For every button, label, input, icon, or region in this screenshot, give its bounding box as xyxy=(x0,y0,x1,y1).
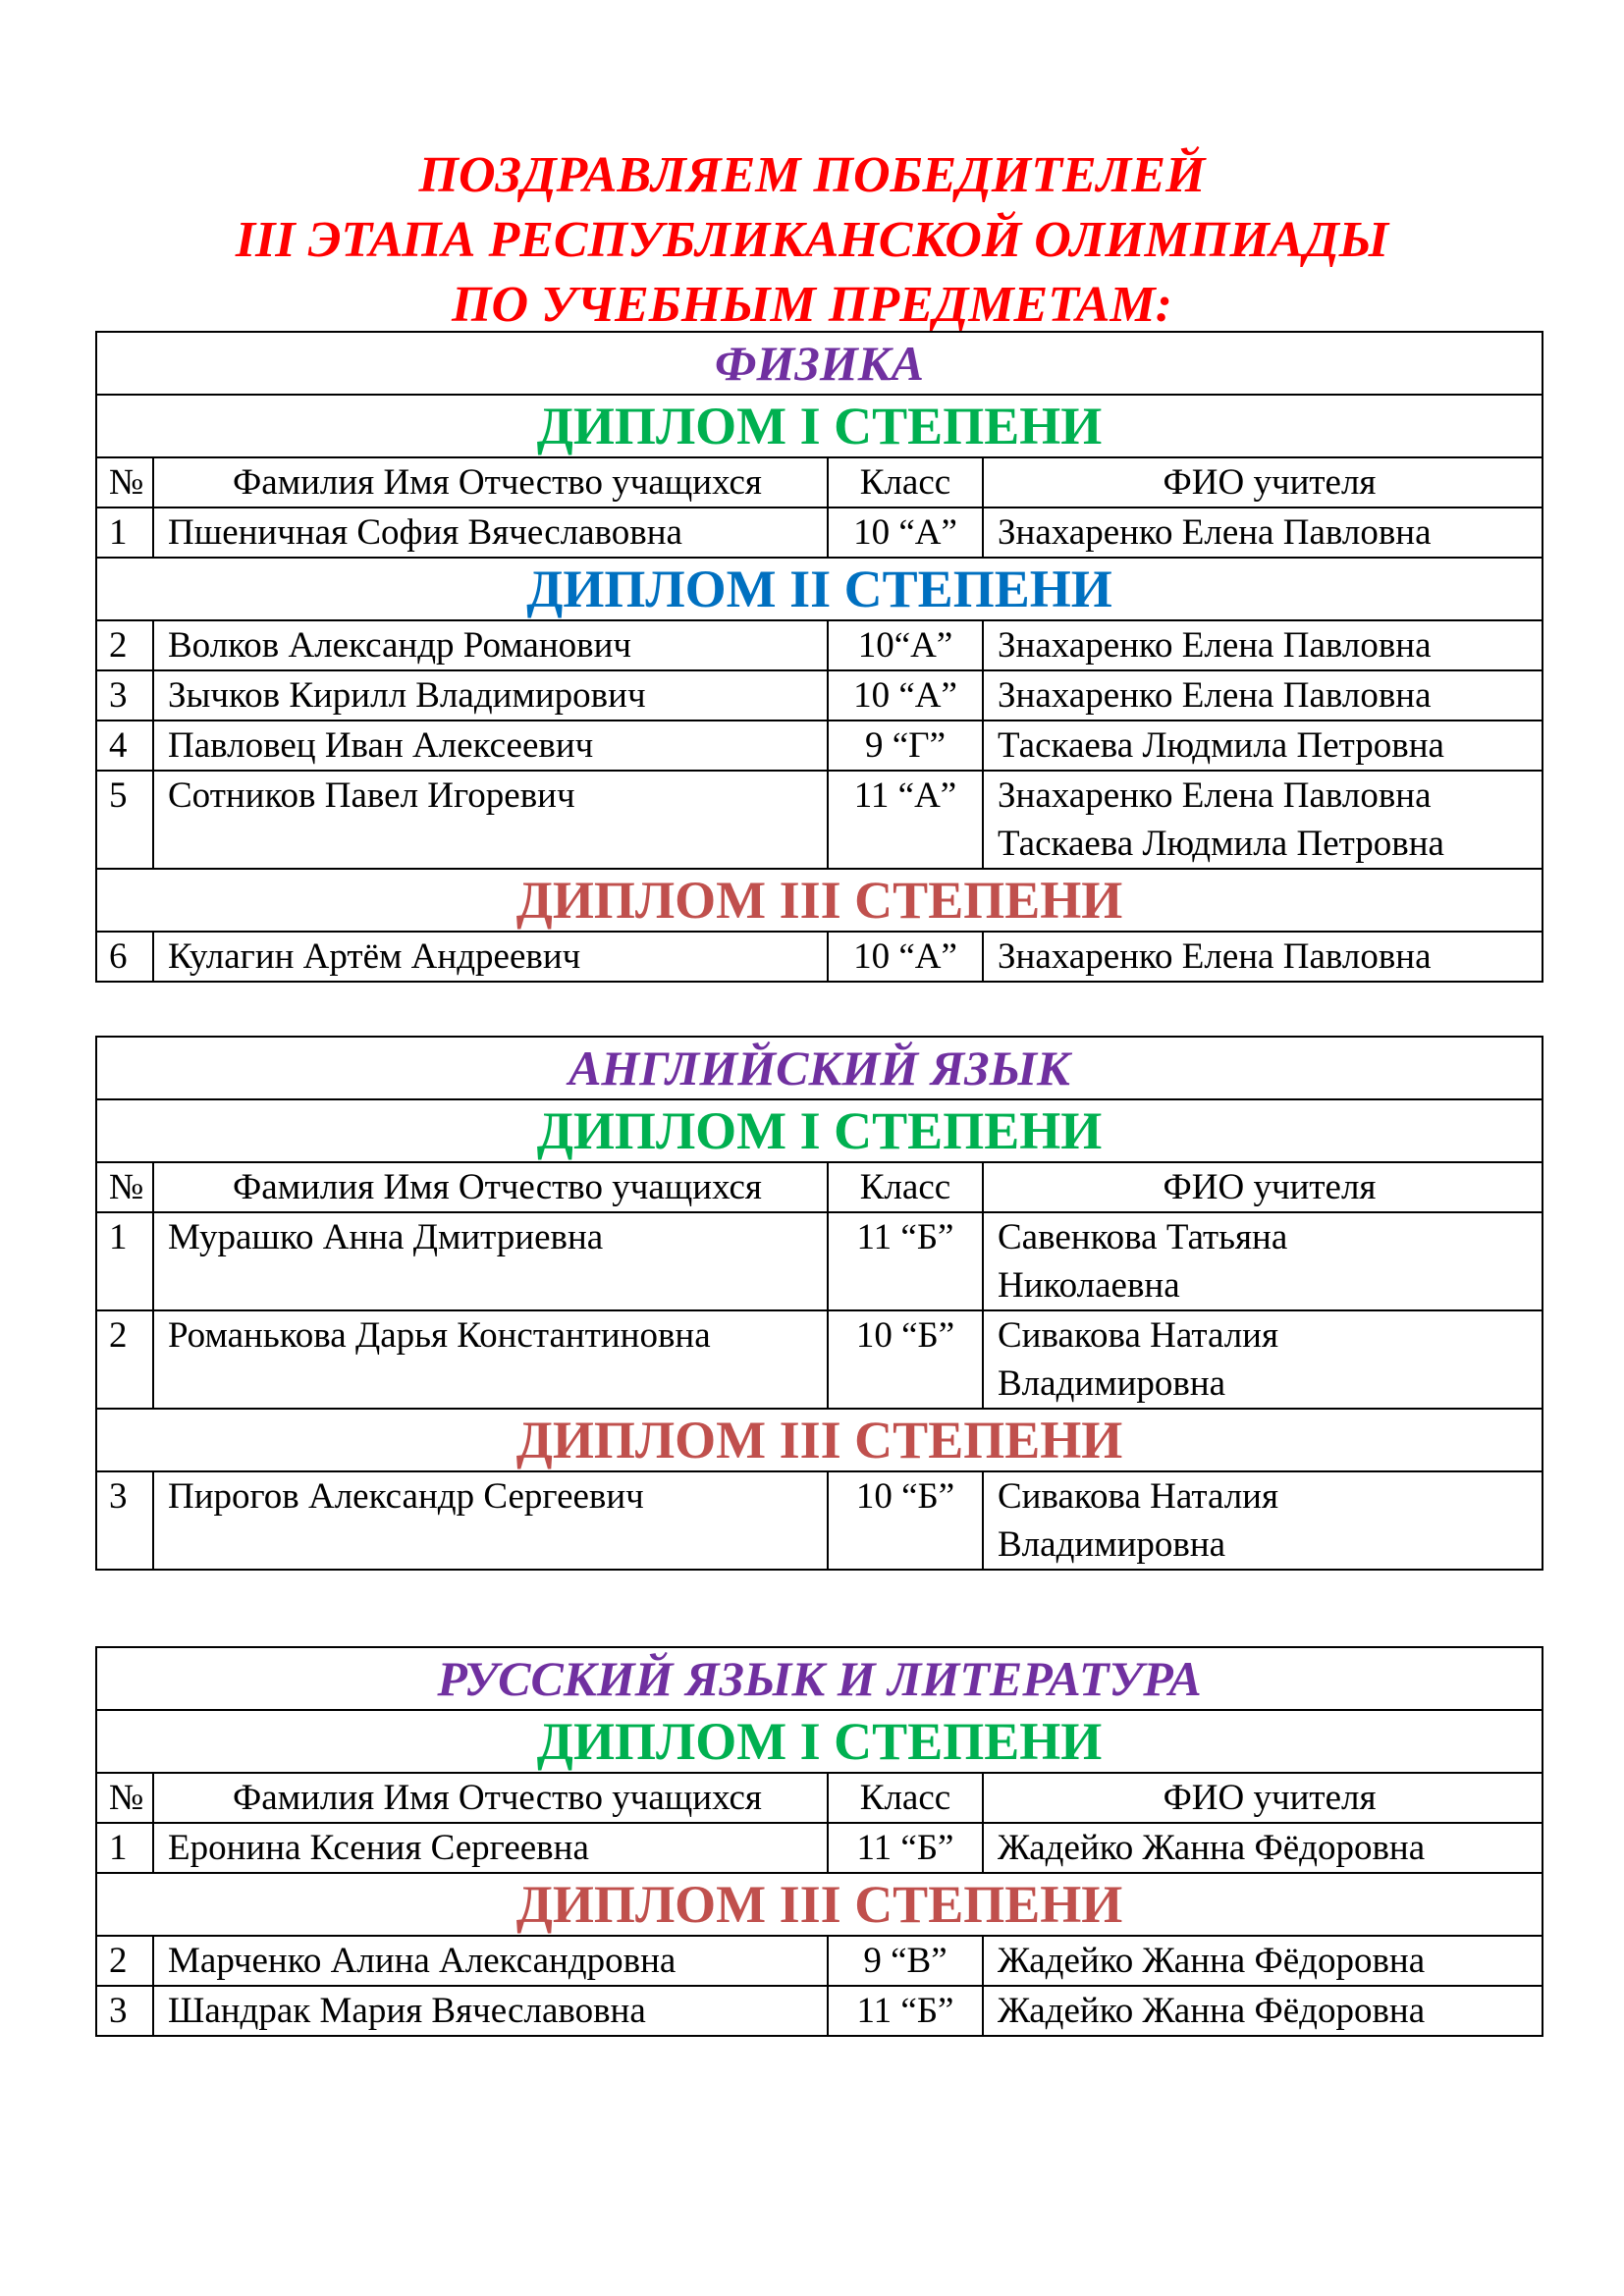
table-header-row xyxy=(96,457,1543,507)
header-num: № xyxy=(96,457,153,507)
header-class: Класс xyxy=(828,457,983,507)
physics-table xyxy=(95,331,1543,983)
row-student: Сотников Павел Игоревич xyxy=(153,771,828,869)
row-class: 10“А” xyxy=(828,620,983,670)
row-student: Мурашко Анна Дмитриевна xyxy=(153,1212,828,1310)
row-student: Кулагин Артём Андреевич xyxy=(153,932,828,982)
table-row xyxy=(96,1310,1543,1409)
row-teacher: Сивакова Наталия xyxy=(998,1315,1278,1356)
row-num: 5 xyxy=(96,771,153,869)
row-num: 6 xyxy=(96,932,153,982)
row-num: 4 xyxy=(96,721,153,771)
page-heading xyxy=(0,143,1624,338)
row-class: 9 “Г” xyxy=(828,721,983,771)
header-teacher: ФИО учителя xyxy=(983,457,1543,507)
row-teacher-cell xyxy=(983,1471,1543,1570)
row-teacher: Сивакова Наталия xyxy=(998,1476,1278,1517)
table-row xyxy=(96,1471,1543,1570)
row-class: 10 “А” xyxy=(828,932,983,982)
table-row xyxy=(96,507,1543,558)
row-teacher: Знахаренко Елена Павловна xyxy=(983,620,1543,670)
row-student: Марченко Алина Александровна xyxy=(153,1936,828,1986)
row-class: 11 “Б” xyxy=(828,1212,983,1310)
row-teacher: Знахаренко Елена Павловна xyxy=(983,670,1543,721)
subject-title: ФИЗИКА xyxy=(96,332,1543,395)
row-teacher: Жадейко Жанна Фёдоровна xyxy=(983,1986,1543,2036)
row-student: Павловец Иван Алексеевич xyxy=(153,721,828,771)
row-student: Пшеничная София Вячеславовна xyxy=(153,507,828,558)
row-class: 11 “Б” xyxy=(828,1986,983,2036)
row-student: Шандрак Мария Вячеславовна xyxy=(153,1986,828,2036)
header-student: Фамилия Имя Отчество учащихся xyxy=(153,1773,828,1823)
table-row xyxy=(96,1986,1543,2036)
header-teacher: ФИО учителя xyxy=(983,1773,1543,1823)
row-teacher: Савенкова Татьяна xyxy=(998,1217,1288,1257)
header-num: № xyxy=(96,1162,153,1212)
row-num: 3 xyxy=(96,1471,153,1570)
diploma-2-heading: ДИПЛОМ II СТЕПЕНИ xyxy=(96,558,1543,620)
diploma-3-heading: ДИПЛОМ III СТЕПЕНИ xyxy=(96,1873,1543,1936)
english-table xyxy=(95,1036,1543,1571)
row-num: 1 xyxy=(96,507,153,558)
heading-line-1: ПОЗДРАВЛЯЕМ ПОБЕДИТЕЛЕЙ xyxy=(418,147,1206,203)
subject-title: АНГЛИЙСКИЙ ЯЗЫК xyxy=(96,1037,1543,1099)
row-teacher-second: Владимировна xyxy=(998,1524,1226,1565)
header-class: Класс xyxy=(828,1773,983,1823)
table-header-row xyxy=(96,1162,1543,1212)
row-teacher: Жадейко Жанна Фёдоровна xyxy=(983,1936,1543,1986)
row-num: 2 xyxy=(96,1936,153,1986)
row-num: 1 xyxy=(96,1212,153,1310)
row-student: Еронина Ксения Сергеевна xyxy=(153,1823,828,1873)
row-num: 3 xyxy=(96,1986,153,2036)
row-teacher: Знахаренко Елена Павловна xyxy=(998,775,1432,816)
row-student: Зычков Кирилл Владимирович xyxy=(153,670,828,721)
header-num: № xyxy=(96,1773,153,1823)
row-student: Пирогов Александр Сергеевич xyxy=(153,1471,828,1570)
header-student: Фамилия Имя Отчество учащихся xyxy=(153,1162,828,1212)
table-row xyxy=(96,1936,1543,1986)
diploma-1-heading: ДИПЛОМ I СТЕПЕНИ xyxy=(96,395,1543,457)
row-teacher: Знахаренко Елена Павловна xyxy=(983,932,1543,982)
row-class: 11 “Б” xyxy=(828,1823,983,1873)
diploma-3-heading: ДИПЛОМ III СТЕПЕНИ xyxy=(96,869,1543,932)
row-teacher: Таскаева Людмила Петровна xyxy=(983,721,1543,771)
row-teacher-second: Таскаева Людмила Петровна xyxy=(998,824,1444,864)
row-teacher-cell xyxy=(983,771,1543,869)
row-teacher: Жадейко Жанна Фёдоровна xyxy=(983,1823,1543,1873)
header-student: Фамилия Имя Отчество учащихся xyxy=(153,457,828,507)
russian-table xyxy=(95,1646,1543,2037)
row-num: 2 xyxy=(96,620,153,670)
row-class: 9 “В” xyxy=(828,1936,983,1986)
row-class: 10 “А” xyxy=(828,507,983,558)
row-teacher-cell xyxy=(983,1310,1543,1409)
table-row xyxy=(96,620,1543,670)
row-teacher-cell xyxy=(983,1212,1543,1310)
table-row xyxy=(96,932,1543,982)
table-row xyxy=(96,1212,1543,1310)
diploma-1-heading: ДИПЛОМ I СТЕПЕНИ xyxy=(96,1099,1543,1162)
diploma-3-heading: ДИПЛОМ III СТЕПЕНИ xyxy=(96,1409,1543,1471)
row-teacher-second: Владимировна xyxy=(998,1363,1226,1404)
table-row xyxy=(96,670,1543,721)
table-header-row xyxy=(96,1773,1543,1823)
row-class: 10 “Б” xyxy=(828,1310,983,1409)
row-class: 10 “Б” xyxy=(828,1471,983,1570)
row-teacher-second: Николаевна xyxy=(998,1265,1180,1306)
table-row xyxy=(96,721,1543,771)
row-student: Романькова Дарья Константиновна xyxy=(153,1310,828,1409)
heading-line-2: III ЭТАПА РЕСПУБЛИКАНСКОЙ ОЛИМПИАДЫ xyxy=(235,212,1389,268)
row-num: 3 xyxy=(96,670,153,721)
row-num: 2 xyxy=(96,1310,153,1409)
row-class: 10 “А” xyxy=(828,670,983,721)
row-num: 1 xyxy=(96,1823,153,1873)
row-class: 11 “А” xyxy=(828,771,983,869)
heading-line-3: ПО УЧЕБНЫМ ПРЕДМЕТАМ: xyxy=(452,277,1172,333)
row-teacher: Знахаренко Елена Павловна xyxy=(983,507,1543,558)
table-row xyxy=(96,771,1543,869)
diploma-1-heading: ДИПЛОМ I СТЕПЕНИ xyxy=(96,1710,1543,1773)
header-teacher: ФИО учителя xyxy=(983,1162,1543,1212)
header-class: Класс xyxy=(828,1162,983,1212)
table-row xyxy=(96,1823,1543,1873)
row-student: Волков Александр Романович xyxy=(153,620,828,670)
subject-title: РУССКИЙ ЯЗЫК И ЛИТЕРАТУРА xyxy=(96,1647,1543,1710)
